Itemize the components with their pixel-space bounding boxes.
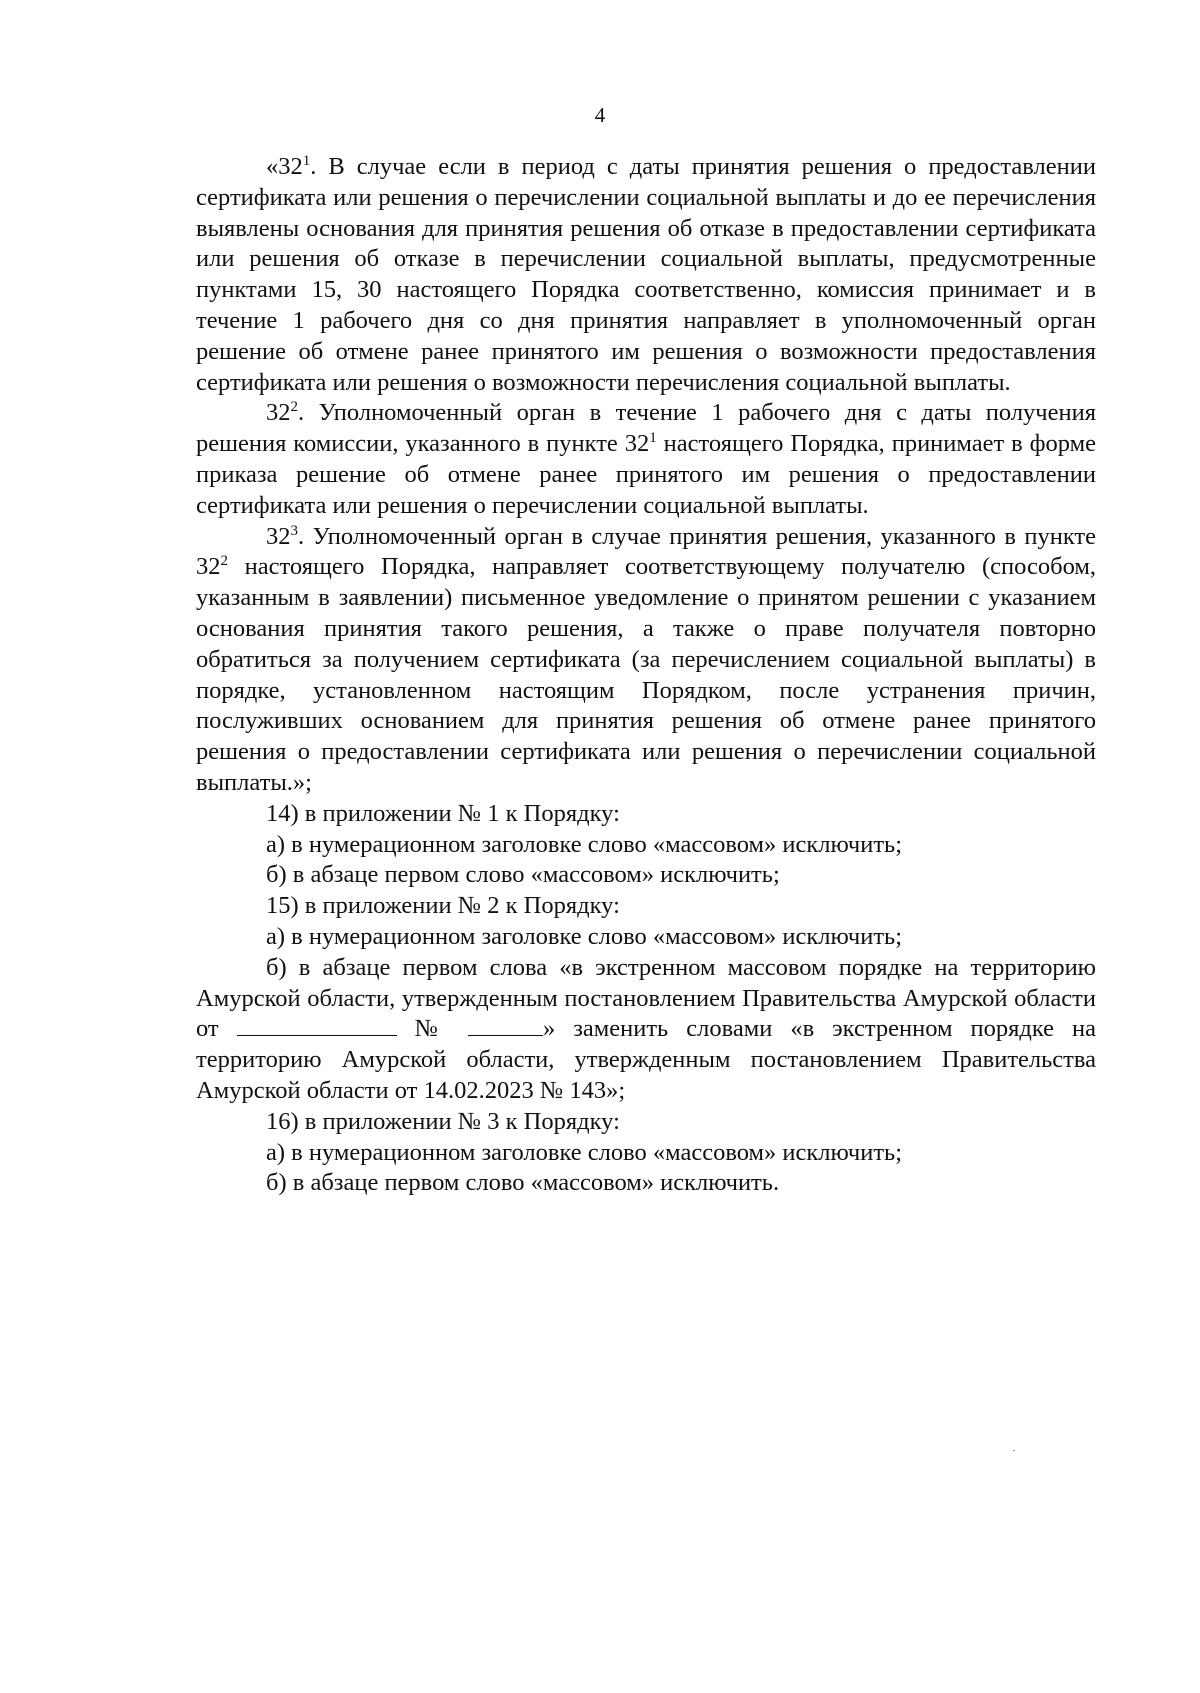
list-item-15-a: а) в нумерационном заголовке слово «массовом» исключить; — [266, 922, 903, 950]
paragraph-number: «32 — [266, 153, 303, 180]
superscript: 3 — [290, 522, 298, 539]
paragraph-32-1 — [196, 152, 1096, 398]
superscript: 1 — [649, 430, 657, 447]
list-item-14: 14) в приложении № 1 к Порядку: — [266, 799, 620, 827]
list-item-16-a: а) в нумерационном заголовке слово «массовом» исключить; — [266, 1138, 903, 1166]
paragraph-number: 32 — [266, 399, 291, 427]
paragraph-text: настоящего Порядка, принимает в форме приказа решение об отмене ранее принятого им решения о предоставлении сертификата или решения о перечислении социальной выплаты. — [196, 430, 1096, 519]
scan-speck — [1013, 1450, 1015, 1451]
paragraph-text: » заменить словами «в экстренном порядке на территорию Амурской области, утвержденным постановлением Правительства Амурской области от 14.02.2023 № 143»; — [196, 1015, 1096, 1104]
superscript: 2 — [220, 553, 228, 570]
paragraph-32-3 — [196, 522, 1096, 799]
paragraph-number: 32 — [266, 522, 291, 550]
paragraph-text: настоящего Порядка, направляет соответствующему получателю (способом, указанным в заявлении) письменное уведомление о принятом решении с указанием основания принятия такого решения, а также о праве получателя повторно обратиться за получением сертификата (за перечислением социальной выплаты) в порядке, установленном настоящим Порядком, после устранения причин, послуживших основанием для принятия решения об отмене ранее принятого решения о предоставлении сертификата или решения о перечислении социальной выплаты.»; — [196, 553, 1096, 796]
list-item-15: 15) в приложении № 2 к Порядку: — [266, 892, 620, 920]
list-item-14-b: б) в абзаце первом слово «массовом» исключить; — [266, 861, 780, 889]
paragraph-text: . В случае если в период с даты принятия решения о предоставлении сертификата или решения о перечислении социальной выплаты и до ее перечисления выявлены основания для принятия решения об отказе в предоставлении сертификата или решения об отказе в перечислении социальной выплаты, предусмотренные пунктами 15, 30 настоящего Порядка соответственно, комиссия принимает и в течение 1 рабочего дня со дня принятия направляет в уполномоченный орган решение об отмене ранее принятого им решения о возможности предоставления сертификата или решения о возможности перечисления социальной выплаты. — [196, 153, 1096, 396]
page-number: 4 — [594, 103, 606, 127]
number-blank-line — [468, 1015, 543, 1036]
paragraph-text: . Уполномоченный орган в случае принятия решения, указанного в пункте 32 — [196, 522, 1096, 581]
date-blank-line — [237, 1015, 397, 1036]
document-body — [196, 152, 1096, 1199]
list-item-16: 16) в приложении № 3 к Порядку: — [266, 1107, 620, 1135]
paragraph-text: . Уполномоченный орган в течение 1 рабочего дня с даты получения решения комиссии, указанного в пункте 32 — [196, 399, 1096, 458]
paragraph-32-2 — [196, 398, 1096, 521]
list-item-16-b: б) в абзаце первом слово «массовом» исключить. — [266, 1169, 780, 1197]
paragraph-text: б) в абзаце первом слова «в экстренном массовом порядке на территорию Амурской области, утвержденным постановлением Правительства Амурской области от — [196, 953, 1096, 1043]
number-sign: № — [396, 1015, 468, 1043]
superscript: 2 — [290, 399, 298, 416]
list-item-14-a: а) в нумерационном заголовке слово «массовом» исключить; — [266, 830, 903, 858]
list-item-15-b — [196, 953, 1096, 1107]
superscript: 1 — [302, 153, 311, 169]
